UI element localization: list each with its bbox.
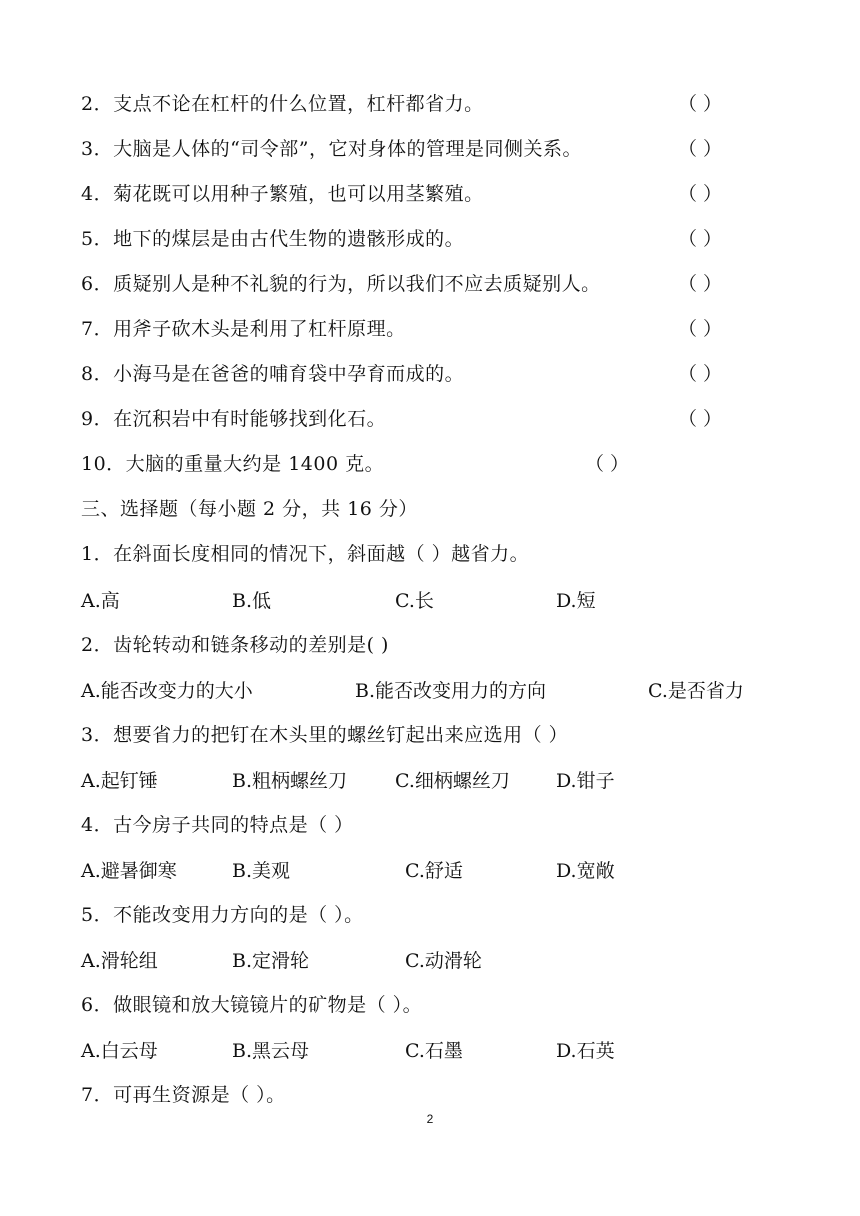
option-c[interactable]: C.细柄螺丝刀 (395, 770, 510, 792)
judgement-item: 9．在沉积岩中有时能够找到化石。 (81, 408, 387, 430)
option-c[interactable]: C.石墨 (405, 1040, 463, 1062)
option-a[interactable]: A.高 (81, 590, 120, 612)
question-stem: 6．做眼镜和放大镜镜片的矿物是（ ）。 (81, 994, 423, 1016)
option-a[interactable]: A.滑轮组 (81, 950, 158, 972)
option-a[interactable]: A.起钉锤 (81, 770, 158, 792)
question-stem: 7．可再生资源是（ ）。 (81, 1084, 286, 1106)
option-d[interactable]: D.宽敞 (556, 860, 615, 882)
option-d[interactable]: D.石英 (556, 1040, 615, 1062)
question-stem: 5．不能改变用力方向的是（ ）。 (81, 904, 364, 926)
option-c[interactable]: C.舒适 (405, 860, 463, 882)
option-b[interactable]: B.低 (232, 590, 272, 612)
answer-blank[interactable]: （ ） (678, 183, 723, 205)
answer-blank[interactable]: （ ） (678, 363, 723, 385)
option-b[interactable]: B.美观 (232, 860, 291, 882)
option-c[interactable]: C.动滑轮 (405, 950, 482, 972)
page-number: 2 (426, 1112, 434, 1126)
question-stem: 1．在斜面长度相同的情况下，斜面越（ ）越省力。 (81, 543, 530, 565)
option-a[interactable]: A.白云母 (81, 1040, 158, 1062)
answer-blank[interactable]: （ ） (678, 318, 723, 340)
answer-blank[interactable]: （ ） (678, 228, 723, 250)
judgement-item: 7．用斧子砍木头是利用了杠杆原理。 (81, 318, 406, 340)
judgement-item: 6．质疑别人是种不礼貌的行为，所以我们不应去质疑别人。 (81, 273, 601, 295)
option-b[interactable]: B.能否改变用力的方向 (355, 680, 547, 702)
judgement-item: 10．大脑的重量大约是 1400 克。 (81, 453, 385, 475)
option-d[interactable]: D.短 (556, 590, 596, 612)
option-d[interactable]: D.钳子 (556, 770, 615, 792)
judgement-item: 8．小海马是在爸爸的哺育袋中孕育而成的。 (81, 363, 465, 385)
question-stem: 3．想要省力的把钉在木头里的螺丝钉起出来应选用（ ） (81, 724, 569, 746)
option-b[interactable]: B.定滑轮 (232, 950, 310, 972)
judgement-item: 5．地下的煤层是由古代生物的遗骸形成的。 (81, 228, 465, 250)
option-b[interactable]: B.粗柄螺丝刀 (232, 770, 348, 792)
judgement-item: 4．菊花既可以用种子繁殖，也可以用茎繁殖。 (81, 183, 484, 205)
answer-blank[interactable]: （ ） (678, 138, 723, 160)
option-a[interactable]: A.能否改变力的大小 (81, 680, 253, 702)
option-a[interactable]: A.避暑御寒 (81, 860, 177, 882)
answer-blank[interactable]: （ ） (678, 408, 723, 430)
question-stem: 4．古今房子共同的特点是（ ） (81, 814, 354, 836)
section-heading: 三、选择题（每小题 2 分，共 16 分） (81, 498, 418, 520)
option-c[interactable]: C.是否省力 (648, 680, 744, 702)
question-stem: 2．齿轮转动和链条移动的差别是( ) (81, 634, 389, 656)
answer-blank[interactable]: （ ） (585, 453, 630, 475)
judgement-item: 2．支点不论在杠杆的什么位置，杠杆都省力。 (81, 93, 484, 115)
judgement-item: 3．大脑是人体的“司令部”，它对身体的管理是同侧关系。 (81, 138, 583, 160)
option-c[interactable]: C.长 (395, 590, 434, 612)
answer-blank[interactable]: （ ） (678, 93, 723, 115)
option-b[interactable]: B.黑云母 (232, 1040, 310, 1062)
answer-blank[interactable]: （ ） (678, 273, 723, 295)
